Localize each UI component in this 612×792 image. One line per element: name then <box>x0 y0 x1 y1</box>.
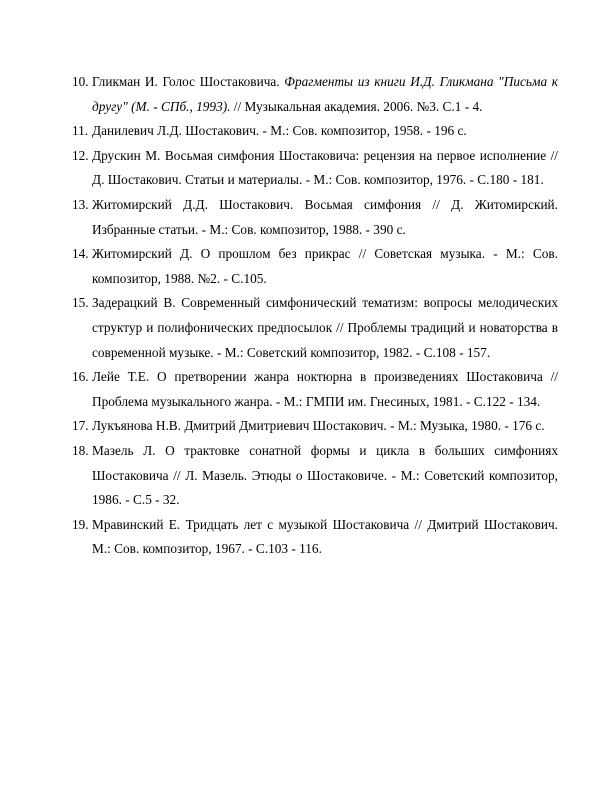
reference-italic-text: Фрагменты из книги И.Д. Гликмана "Письма к другу" (М. - СПб., 1993). <box>92 74 559 114</box>
reference-text: Данилевич Л.Д. Шостакович. - М.: Сов. композитор, 1958. - 196 с. <box>92 123 467 139</box>
reference-number: 10. <box>72 74 89 89</box>
reference-item <box>72 513 558 562</box>
reference-number: 17. <box>72 418 89 434</box>
reference-text: Гликман И. Голос Шостаковича. <box>92 74 285 89</box>
reference-item <box>72 144 558 193</box>
reference-text: Друскин М. Восьмая симфония Шостаковича: рецензия на первое исполнение // Д. Шостакович. Статьи и материалы. - М.: Сов. композитор, 1976. - С.180 - 181. <box>92 147 558 188</box>
reference-text: Лукъянова Н.В. Дмитрий Дмитриевич Шостакович. - М.: Музыка, 1980. - 176 с. <box>92 418 545 434</box>
reference-item <box>72 119 558 144</box>
reference-number: 13. <box>72 196 89 212</box>
reference-text: Мазель Л. О трактовке сонатной формы и цикла в больших симфониях Шостаковича // Л. Мазель. Этюды о Шостаковиче. - М.: Советский композитор, 1986. - С.5 - 32. <box>92 442 558 508</box>
reference-number: 12. <box>72 147 89 163</box>
reference-number: 14. <box>72 246 89 262</box>
reference-item <box>72 439 558 513</box>
reference-number: 18. <box>72 442 89 458</box>
reference-item <box>72 414 558 439</box>
reference-number: 15. <box>72 295 89 311</box>
reference-text: // Музыкальная академия. 2006. №3. С.1 - 4. <box>230 98 483 114</box>
reference-list <box>72 70 558 562</box>
reference-item <box>72 70 558 119</box>
reference-text: Житомирский Д. О прошлом без прикрас // Советская музыка. - М.: Сов. композитор, 1988. №2. - С.105. <box>92 246 558 286</box>
reference-number: 19. <box>72 516 89 532</box>
reference-item <box>72 242 558 291</box>
reference-item <box>72 193 558 242</box>
reference-text: Лейе Т.Е. О претворении жанра ноктюрна в произведениях Шостаковича // Проблема музыкального жанра. - М.: ГМПИ им. Гнесиных, 1981. - С.122 - 134. <box>92 369 558 409</box>
reference-number: 11. <box>72 123 89 139</box>
reference-item <box>72 365 558 414</box>
reference-text: Мравинский Е. Тридцать лет с музыкой Шостаковича // Дмитрий Шостакович. М.: Сов. композитор, 1967. - С.103 - 116. <box>92 516 558 557</box>
reference-item <box>72 291 558 365</box>
reference-text: Задерацкий В. Современный симфонический тематизм: вопросы мелодических структур и полифонических предпосылок // Проблемы традиций и новаторства в современной музыке. - М.: Советский композитор, 1982. - С.108 - 157. <box>92 295 558 360</box>
reference-number: 16. <box>72 369 89 385</box>
reference-text: Житомирский Д.Д. Шостакович. Восьмая симфония // Д. Житомирский. Избранные статьи. - М.: Сов. композитор, 1988. - 390 с. <box>92 196 558 237</box>
